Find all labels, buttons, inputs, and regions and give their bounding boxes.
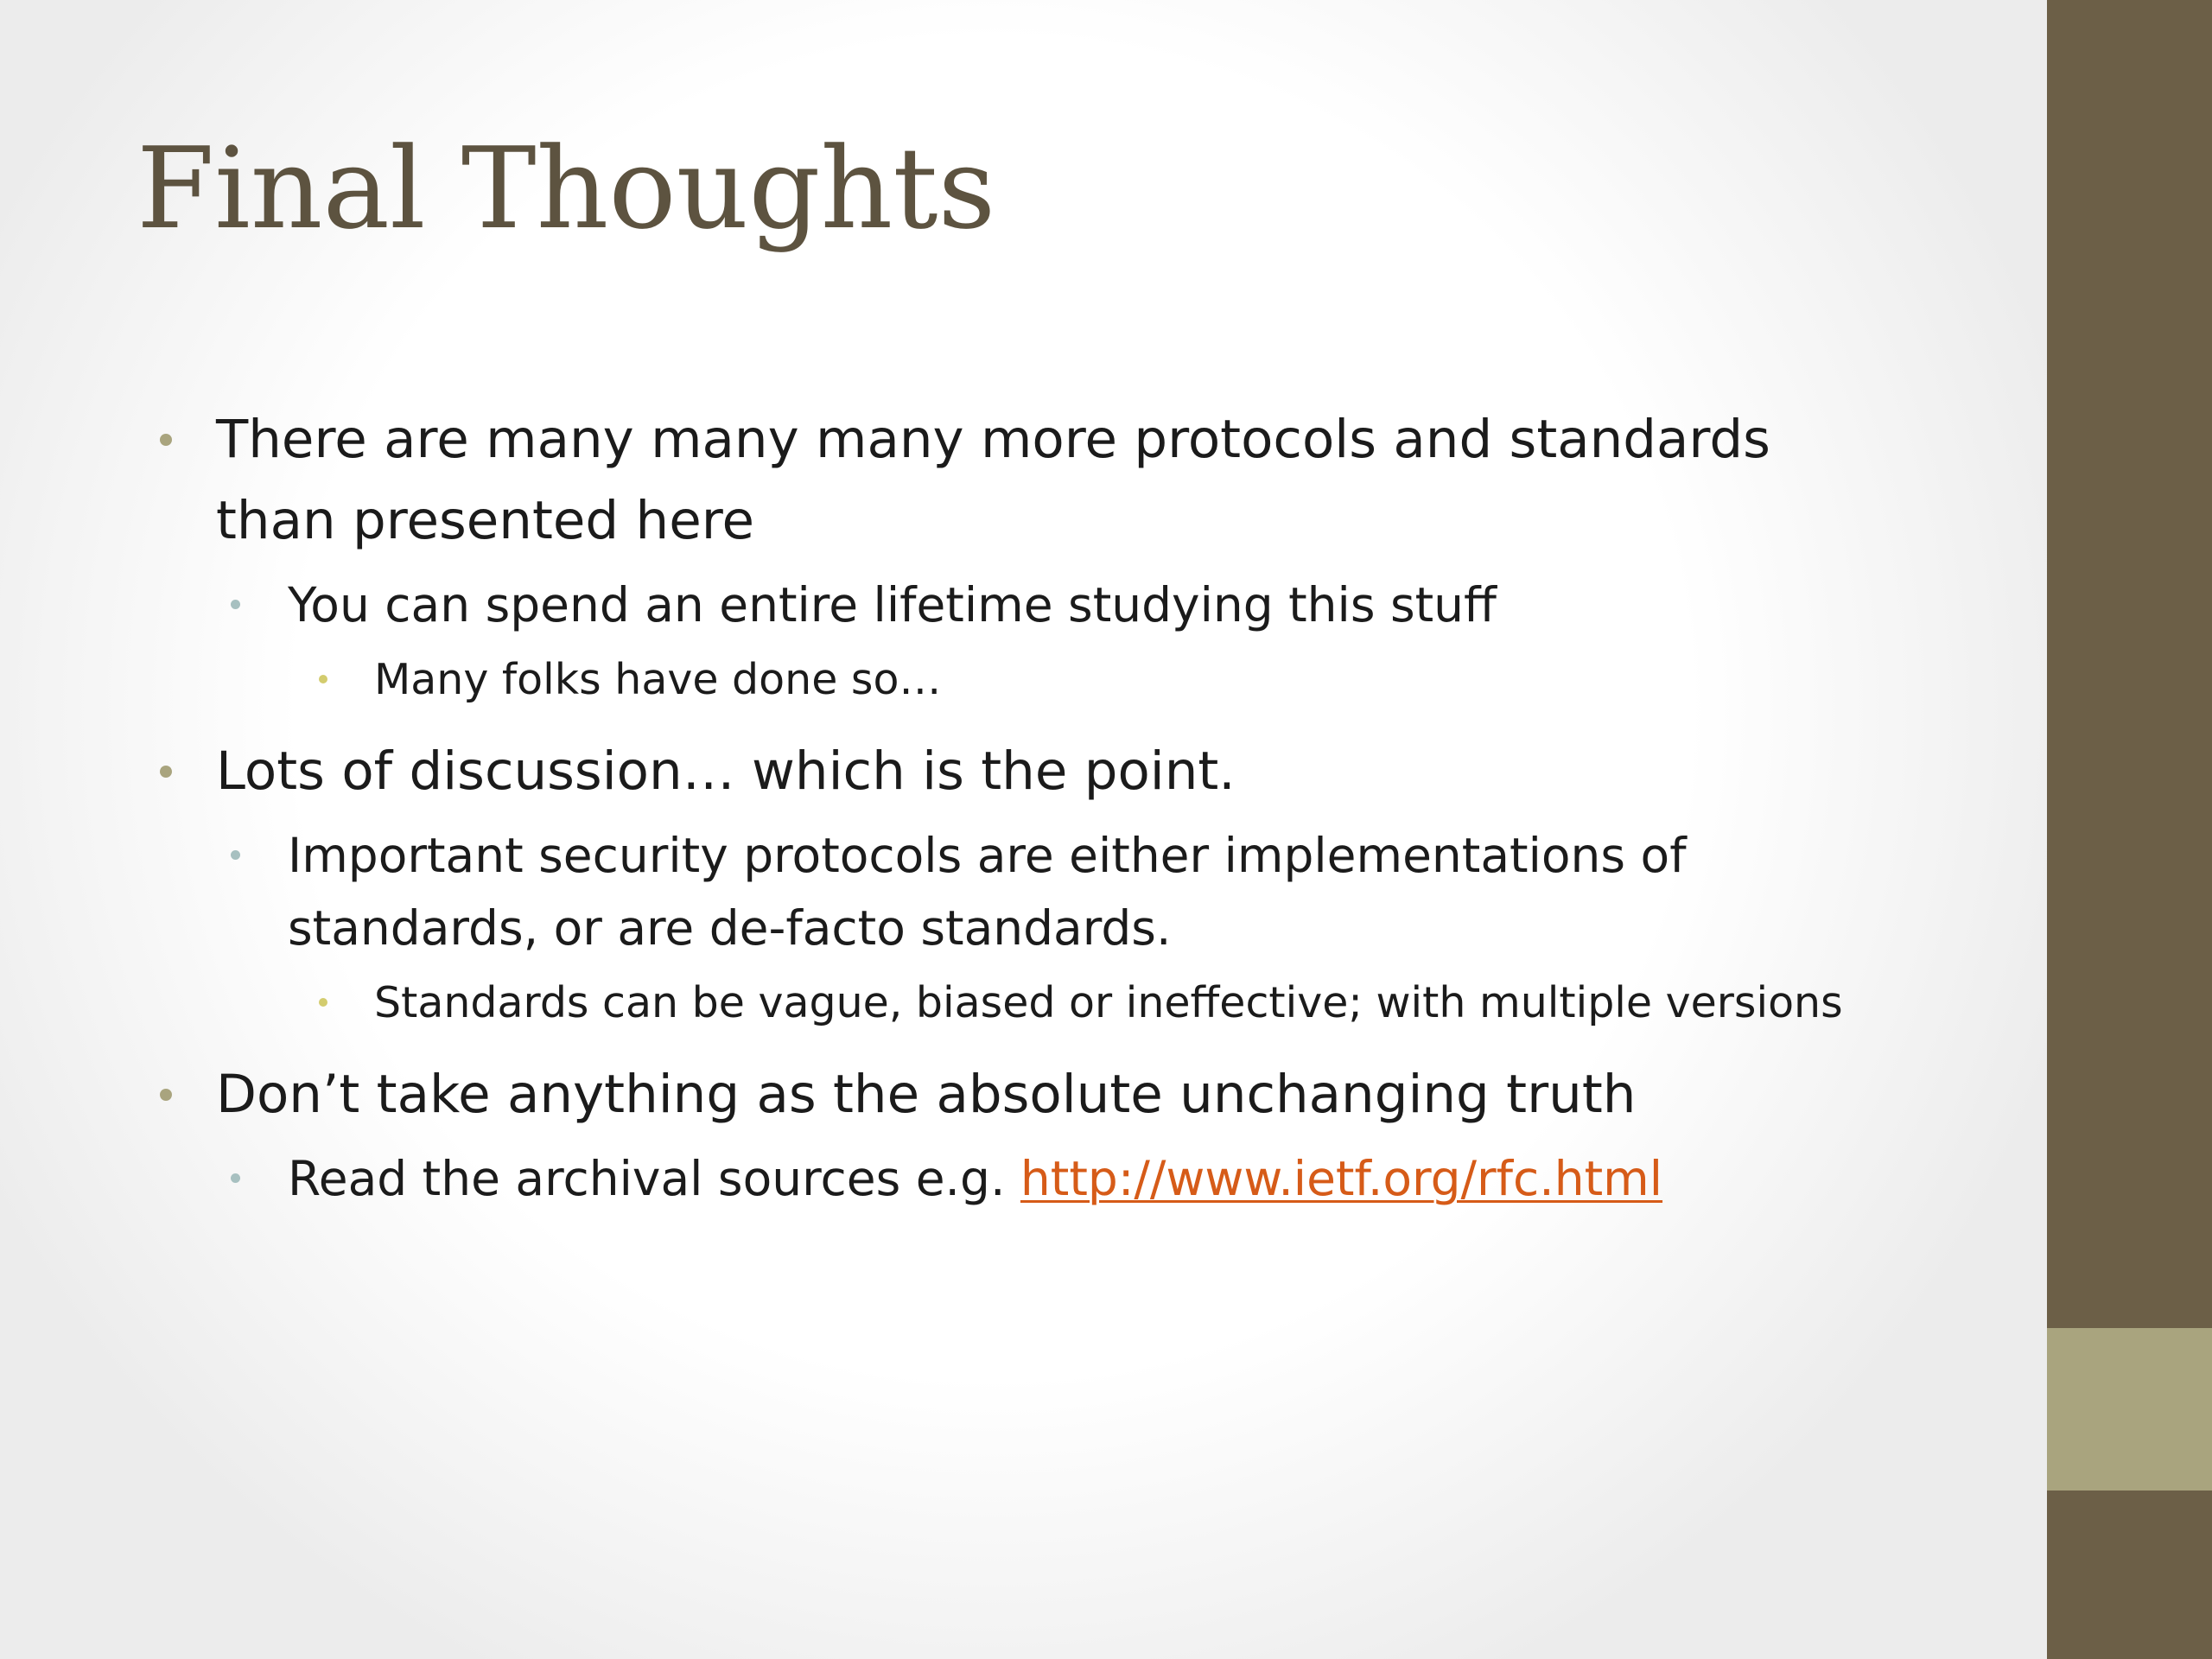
bullet-protocols-standards: [156, 399, 1927, 562]
rfc-link[interactable]: http://www.ietf.org/rfc.html: [1020, 1151, 1663, 1206]
bullet-dot-icon: [160, 766, 172, 778]
bullet-dot-icon: [160, 434, 172, 446]
bullet-text-line: than presented here: [216, 490, 754, 551]
bullet-dot-icon: [231, 1173, 240, 1183]
bullet-dot-icon: [319, 998, 327, 1007]
bullet-dot-icon: [319, 675, 327, 683]
slide-title: Final Thoughts: [137, 123, 996, 254]
bullet-text: Lots of discussion… which is the point.: [216, 741, 1236, 802]
bullet-security-protocols: [227, 819, 1927, 964]
bullet-archival-sources: [227, 1142, 1927, 1215]
sidebar-accent-block: [2047, 1328, 2212, 1491]
bullet-text: Standards can be vague, biased or ineffective; with multiple versions: [374, 978, 1843, 1027]
bullet-text: Read the archival sources e.g.: [288, 1151, 1020, 1206]
bullet-text-line: There are many many many more protocols and standards: [216, 409, 1770, 470]
bullet-text-line: standards, or are de-facto standards.: [288, 900, 1172, 956]
bullet-dot-icon: [160, 1089, 172, 1101]
bullet-text: Don’t take anything as the absolute unchanging truth: [216, 1064, 1637, 1125]
bullet-text: You can spend an entire lifetime studying this stuff: [288, 577, 1497, 632]
bullet-absolute-truth: [156, 1054, 1927, 1135]
bullet-dot-icon: [231, 850, 240, 860]
bullet-dot-icon: [231, 600, 240, 609]
bullet-text: Many folks have done so…: [374, 655, 942, 704]
bullet-standards-vague: [315, 968, 1927, 1039]
slide-body: [156, 399, 1927, 1215]
bullet-many-folks: [315, 645, 1927, 715]
bullet-lifetime-study: [227, 569, 1927, 641]
bullet-lots-of-discussion: [156, 731, 1927, 812]
bullet-text-line: Important security protocols are either implementations of: [288, 828, 1687, 883]
